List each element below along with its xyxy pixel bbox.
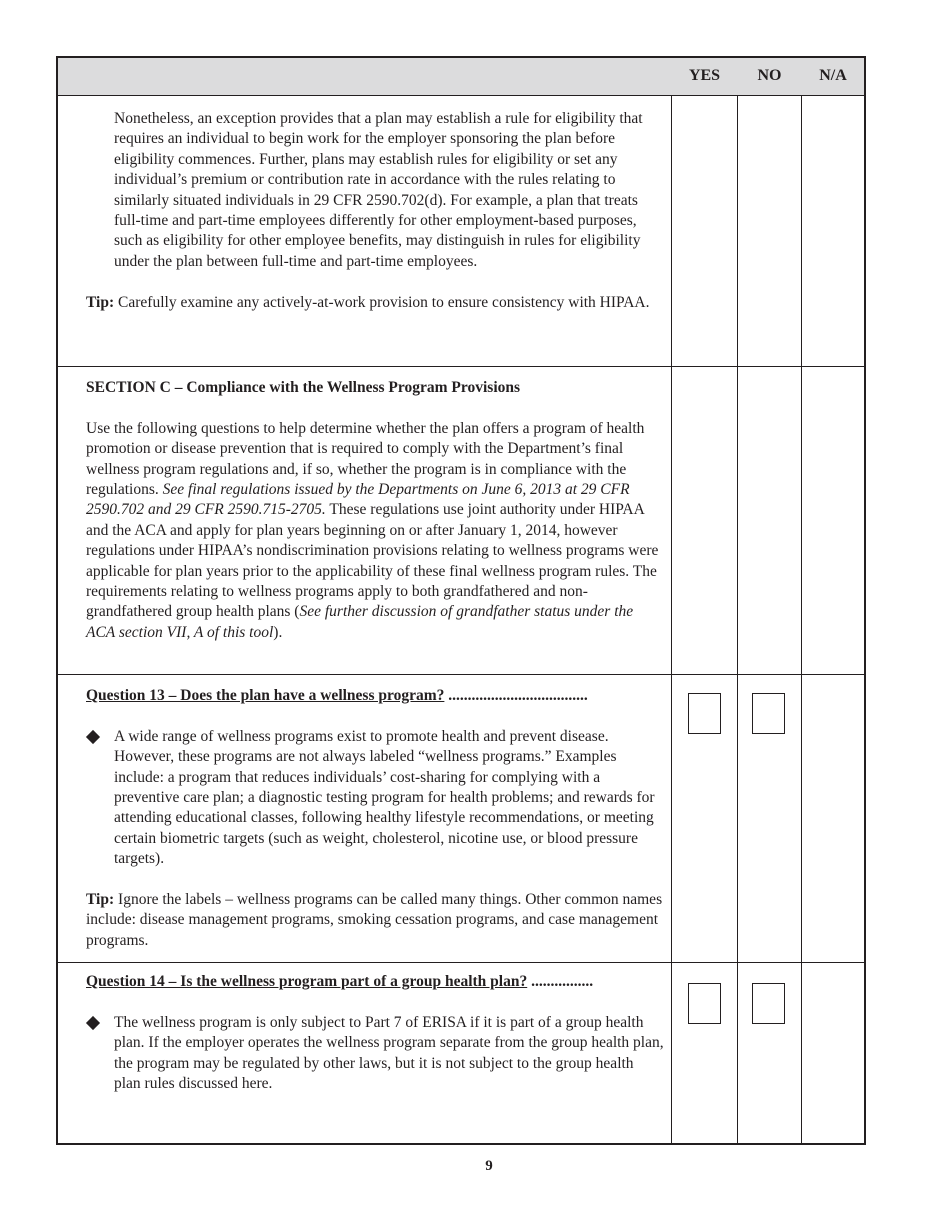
question-14-row — [58, 962, 864, 1146]
eligibility-exception-text: Nonetheless, an exception provides that a plan may establish a rule for eligibility that requires an individual to begin work for the employer sponsoring the plan before eligibility commences. Further, plans may establish rules for eligibility or set any individual’s premium or contribution rate in accordance with the rules relating to similarly situated individuals in 29 CFR 2590.702(d). For example, a plan that treats full-time and part-time employees differently for other employment-based purposes, such as eligibility for other employee benefits, may distinguish in rules for eligibility under the plan between full-time and part-time employees. — [114, 110, 643, 270]
diamond-bullet-icon — [86, 730, 100, 744]
question-13-bullet-text: A wide range of wellness programs exist to promote health and prevent disease. However, these programs are not always labeled “wellness programs.” Examples include: a program that reduces individuals’ cost-sharing for complying with a preventive care plan; a diagnostic testing program for health problems; and rewards for attending educational classes, following healthy lifestyle recommendations, or meeting certain biometric targets (such as weight, cholesterol, nicotine use, or blood pressure targets). — [114, 727, 655, 868]
eligibility-exception-row — [58, 95, 864, 367]
list-item — [86, 727, 664, 870]
section-c-intro: Use the following questions to help determine whether the plan offers a program of health promotion or disease prevention that is required to comply with the Department’s final wellness program regulations and, if so, whether the program is in compliance with the regulations. See final regulations issued by the Departments on June 6, 2013 at 29 CFR 2590.702 and 29 CFR 2590.715-2705. These regulations use joint authority under HIPAA and the ACA and apply for plan years beginning on or after January 1, 2014, however regulations under HIPAA’s nondiscrimination provisions relating to wellness programs were applicable for plan years prior to the applicability of these final wellness program rules. The requirements relating to wellness programs apply to both grandfathered and non-grandfathered group health plans (See further discussion of grandfather status under the ACA section VII, A of this tool). — [86, 419, 659, 641]
grandfather-reference: See further discussion of grandfather status under the ACA section VII, A of this tool — [86, 603, 634, 641]
regulation-citation: See final regulations issued by the Departments on June 6, 2013 at 29 CFR 2590.702 and 29 CFR 2590.715-2705. — [86, 481, 630, 519]
eligibility-tip — [86, 293, 664, 313]
question-14-title: Question 14 – Is the wellness program part of a group health plan? ................ — [86, 973, 594, 990]
tip-text: Ignore the labels – wellness programs can be called many things. Other common names include: disease management programs, smoking cessation programs, and case management programs. — [86, 891, 663, 949]
diamond-bullet-icon — [86, 1016, 100, 1030]
section-c-row — [58, 366, 864, 675]
dot-leader: .................................... — [444, 687, 588, 704]
dot-leader: ................ — [527, 973, 594, 990]
question-13-yes-checkbox[interactable] — [688, 693, 721, 734]
question-13-title: Question 13 – Does the plan have a wellness program? .................................... — [86, 687, 588, 704]
checklist-table — [56, 56, 866, 1145]
question-14-bullet-text: The wellness program is only subject to Part 7 of ERISA if it is part of a group health plan. If the employer operates the wellness program separate from the group health plan, the program may be regulated by other laws, but it is not subject to the group health plan rules discussed here. — [114, 1013, 664, 1093]
question-13-row — [58, 674, 864, 963]
tip-label: Tip: — [86, 891, 115, 909]
na-column-header: N/A — [819, 67, 847, 84]
yes-column-header: YES — [688, 67, 721, 84]
question-13-no-checkbox[interactable] — [752, 693, 785, 734]
tip-label: Tip: — [86, 293, 115, 311]
page-number: 9 — [485, 1158, 493, 1174]
question-14-yes-checkbox[interactable] — [688, 983, 721, 1024]
table-header-row — [58, 58, 864, 95]
question-13-tip — [86, 890, 664, 951]
no-column-header: NO — [757, 67, 782, 84]
list-item — [86, 1013, 664, 1095]
section-c-heading: SECTION C – Compliance with the Wellness Program Provisions — [86, 379, 521, 396]
question-14-no-checkbox[interactable] — [752, 983, 785, 1024]
tip-text: Carefully examine any actively-at-work provision to ensure consistency with HIPAA. — [114, 293, 650, 311]
